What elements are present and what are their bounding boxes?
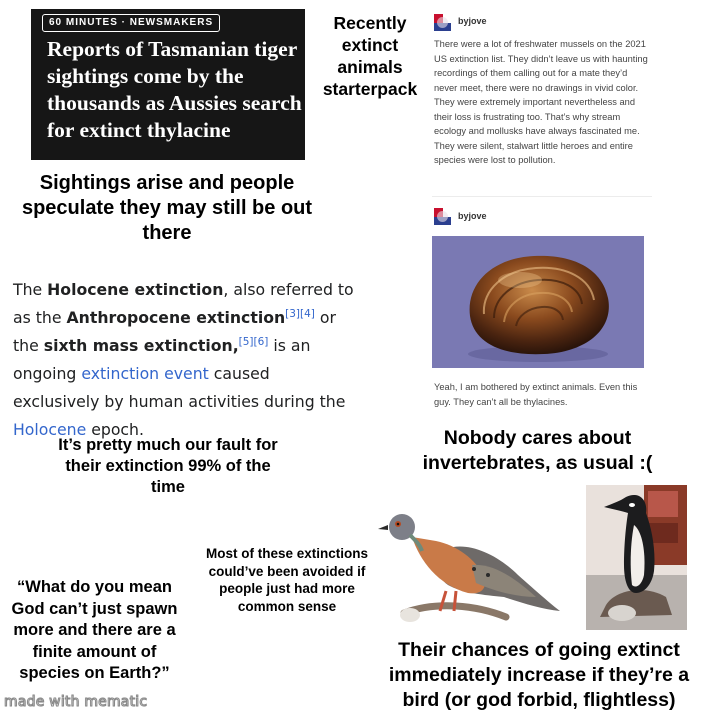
wiki-term: Holocene extinction	[47, 280, 224, 299]
mematic-watermark: made with mematic	[4, 694, 148, 710]
starterpack-title: Recently extinct animals starterpack	[322, 13, 418, 99]
avatar-icon[interactable]	[434, 14, 451, 31]
caption-fault: It’s pretty much our fault for their extinction 99% of the time	[58, 436, 278, 496]
caption-bird-chances: Their chances of going extinct immediately increase if they’re a bird (or god forbid, flightless)	[388, 639, 690, 711]
wiki-text: epoch.	[86, 420, 144, 439]
wiki-text: caused exclusively by human activities during the	[13, 364, 346, 411]
post-username[interactable]: byjove	[458, 16, 487, 26]
wiki-link-extinction-event[interactable]: extinction event	[81, 364, 209, 383]
post-divider	[432, 196, 652, 197]
wiki-reference-link[interactable]: [5][6]	[238, 336, 269, 348]
caption-god-spawn: “What do you mean God can’t just spawn more and there are a finite amount of species on Earth?”	[11, 578, 178, 682]
wiki-text: , also referred to as the	[13, 280, 354, 327]
wiki-term: sixth mass extinction,	[43, 336, 239, 355]
great-auk-photo	[586, 485, 687, 630]
passenger-pigeon-photo	[376, 505, 566, 627]
wiki-reference-link[interactable]: [3][4]	[285, 308, 315, 320]
news-headline: Reports of Tasmanian tiger sightings come by the thousands as Aussies search for extinct thylacine	[47, 37, 302, 142]
mussel-shell-photo	[432, 236, 644, 368]
wiki-link-holocene[interactable]: Holocene	[13, 420, 87, 439]
news-kicker: 60 MINUTES · NEWSMAKERS	[42, 14, 220, 32]
caption-avoided: Most of these extinctions could’ve been avoided if people just had more common sense	[205, 546, 369, 614]
post-username[interactable]: byjove	[458, 211, 487, 221]
news-headline-card	[31, 9, 305, 160]
caption-invertebrates: Nobody cares about invertebrates, as usual :(	[422, 427, 653, 474]
caption-sightings: Sightings arise and people speculate they may still be out there	[21, 172, 313, 244]
wiki-term: Anthropocene extinction	[66, 308, 286, 327]
avatar-icon[interactable]	[434, 208, 451, 225]
wiki-text: The	[13, 280, 48, 299]
wikipedia-excerpt	[13, 276, 358, 444]
wiki-text: is an ongoing	[13, 336, 311, 383]
wiki-text: or the	[13, 308, 336, 355]
post-text: Yeah, I am bothered by extinct animals. Even this guy. They can’t all be thylacines.	[434, 382, 638, 407]
post-text: There were a lot of freshwater mussels on the 2021 US extinction list. They didn’t leave us with haunting recordings of them calling out for a mate they’d never meet, there were no drawings in vivid color. They were extremely important nevertheless and their loss is frustrating too. That’s why stream ecology and mollusks have always fascinated me. They were silent, stalwart little heroes and entire species were lost to pollution.	[434, 39, 648, 165]
